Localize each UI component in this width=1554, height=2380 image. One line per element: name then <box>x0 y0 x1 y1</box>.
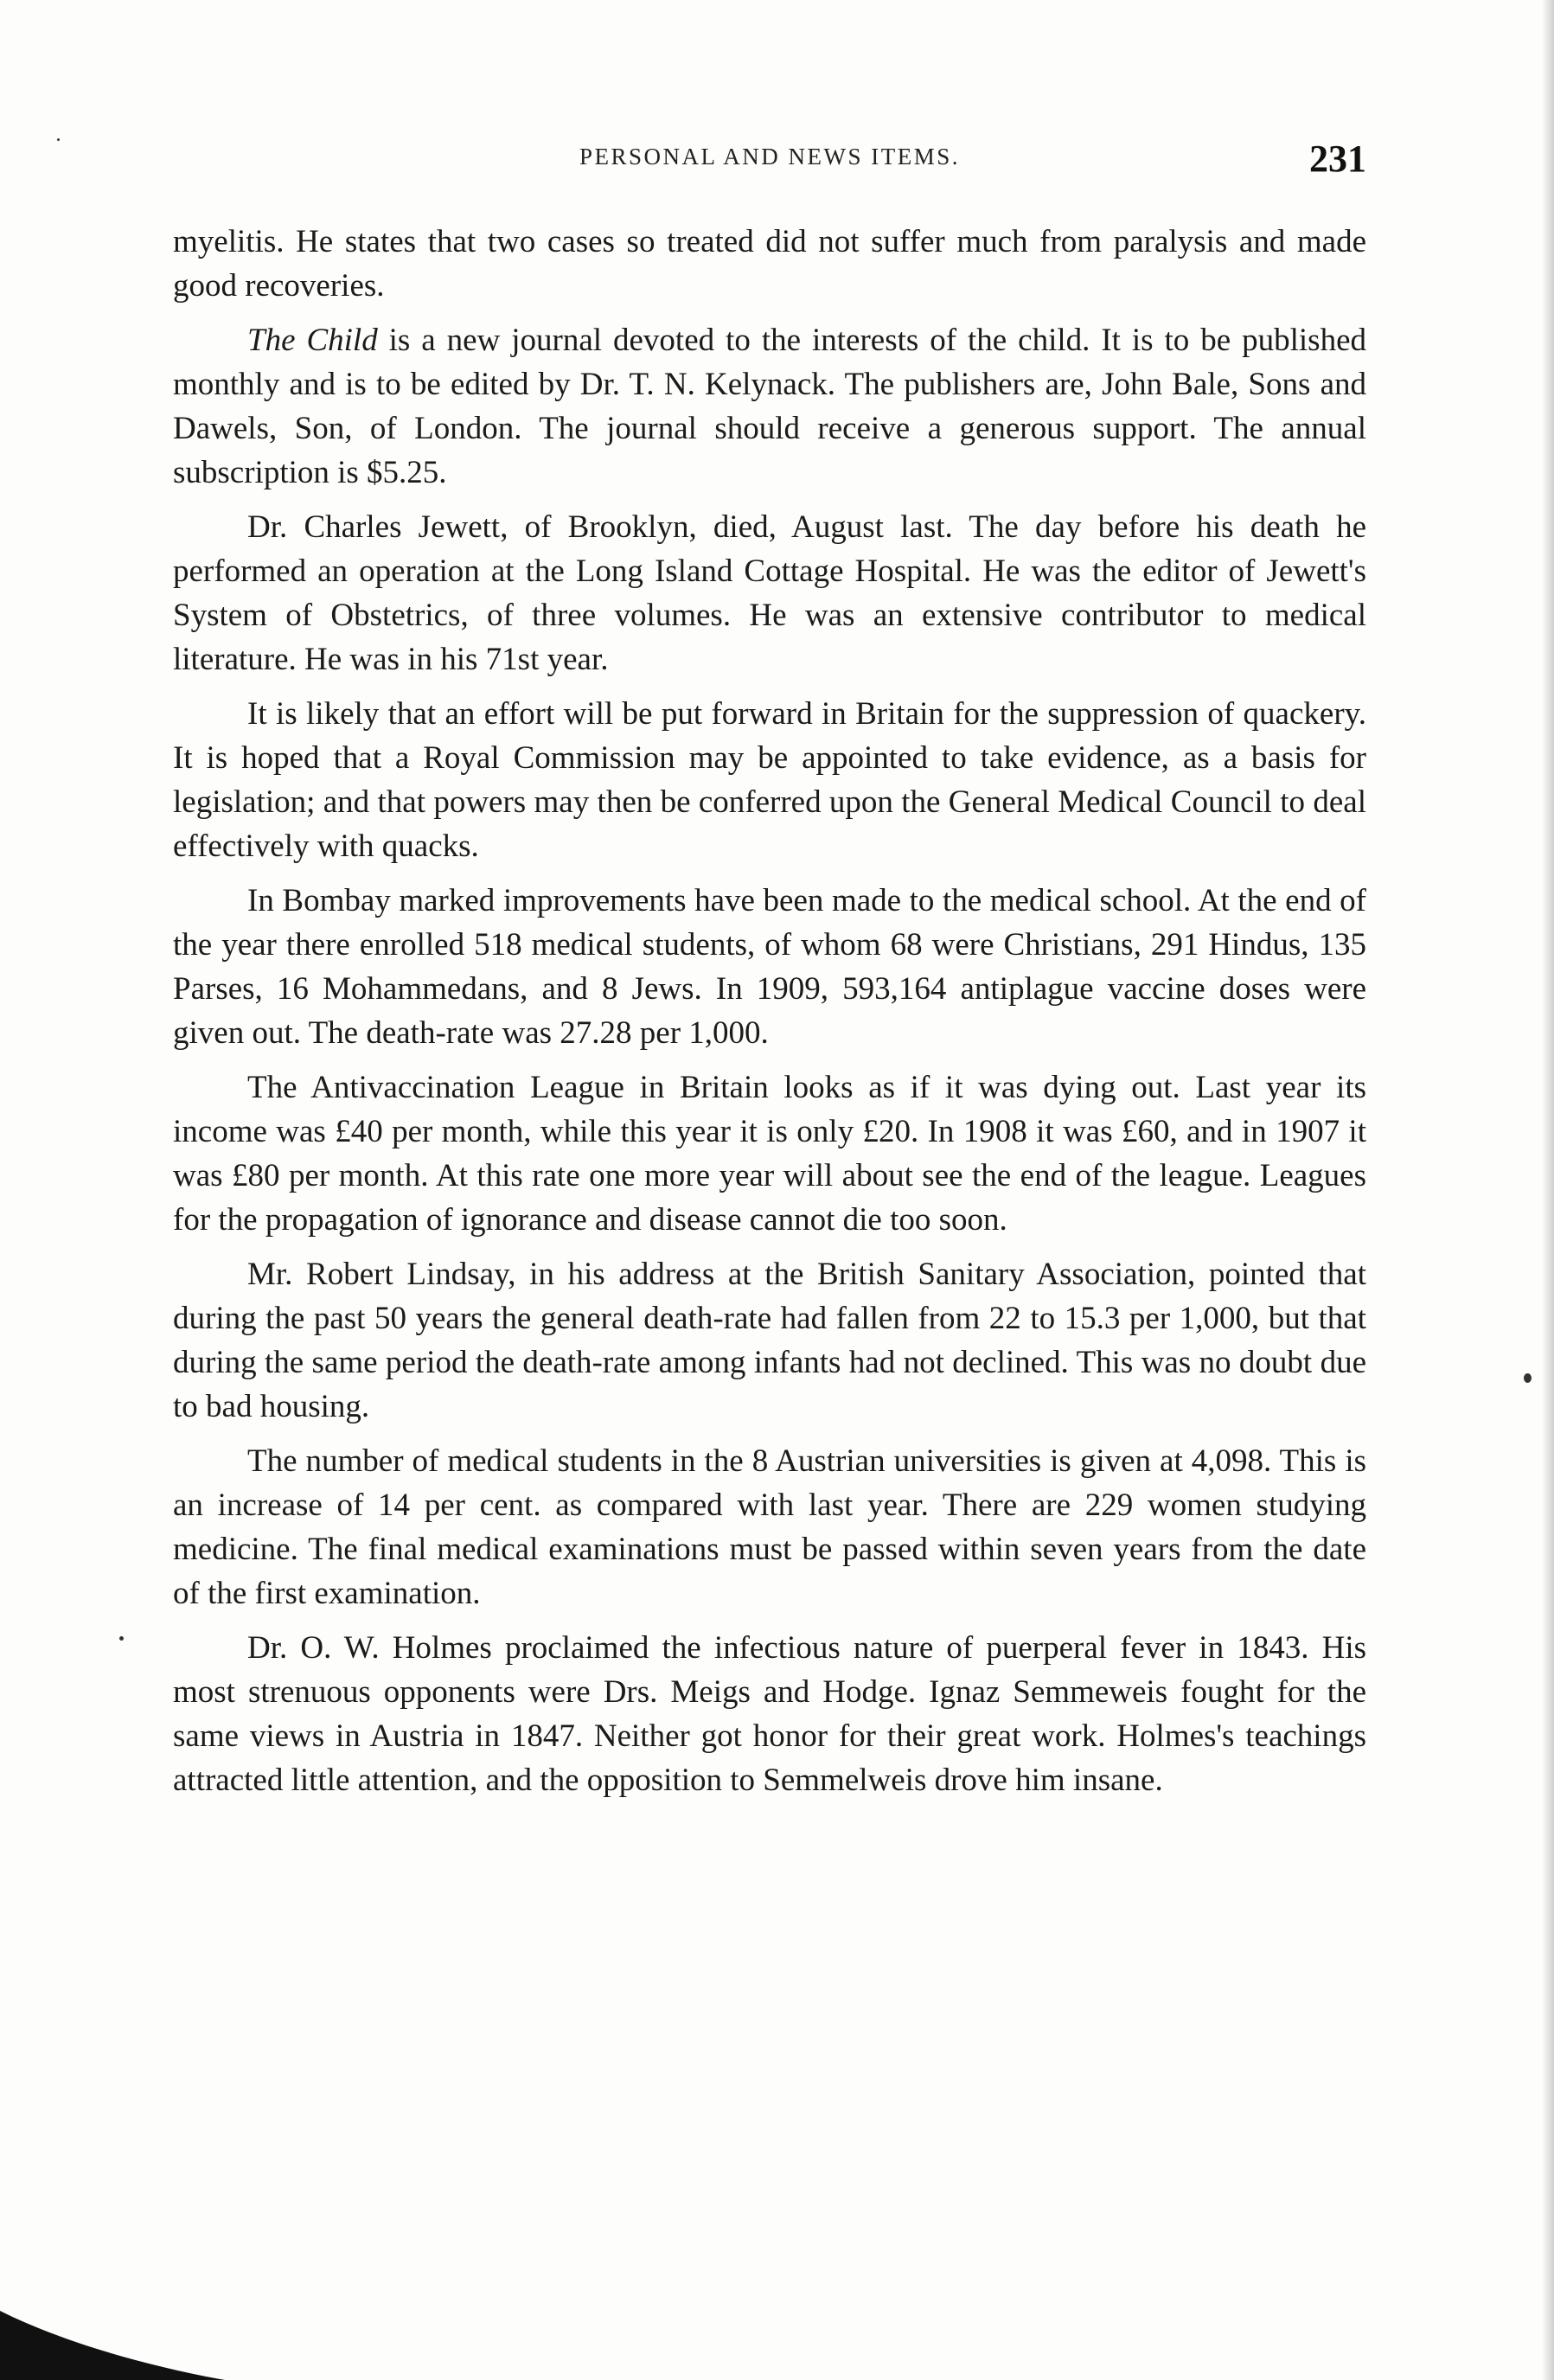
paragraph-myelitis-continuation: myelitis. He states that two cases so treated did not suffer much from paralysis and made good recoveries. <box>173 224 1366 304</box>
paragraph-antivaccination-league: The Antivaccination League in Britain looks as if it was dying out. Last year its income was £40 per month, while this year it is only £20. In 1908 it was £60, and in 1907 it was £80 per month. At this rate one more year will about see the end of the league. Leagues for the propagation of ignorance and disease cannot die too soon. <box>173 1070 1366 1238</box>
paragraph-charles-jewett: Dr. Charles Jewett, of Brooklyn, died, August last. The day before his death he performed an operation at the Long Island Cottage Hospital. He was the editor of Jewett's System of Obstetrics, of three volumes. He was an extensive contributor to medical literature. He was in his 71st year. <box>173 509 1366 677</box>
page-number: 231 <box>1309 138 1366 180</box>
paragraph-the-child-journal-text: is a new journal devoted to the interests of the child. It is to be published monthly and is to be edited by Dr. T. N. Kelynack. The publishers are, John Bale, Sons and Dawels, Son, of London. The journal should receive a generous support. The annual subscription is $5.25. <box>173 323 1366 490</box>
page-edge-shadow <box>1542 0 1554 2380</box>
paragraph-austrian-universities: The number of medical students in the 8 Austrian universities is given at 4,098. This is an increase of 14 per cent. as compared with last year. There are 229 women studying medicine. The final medical examinations must be passed within seven years from the date of the first examination. <box>173 1443 1366 1611</box>
running-head <box>173 137 1366 189</box>
scan-speck <box>57 138 60 141</box>
article-body <box>173 220 1366 1813</box>
paragraph-bombay: In Bombay marked improvements have been made to the medical school. At the end of the year there enrolled 518 medical students, of whom 68 were Christians, 291 Hindus, 135 Parses, 16 Mohammedans, and 8 Jews. In 1909, 593,164 antiplague vaccine doses were given out. The death-rate was 27.28 per 1,000. <box>173 883 1366 1051</box>
paragraph-the-child-journal <box>173 318 1366 495</box>
scan-speck <box>1524 1373 1532 1383</box>
paragraph-robert-lindsay: Mr. Robert Lindsay, in his address at the British Sanitary Association, pointed that during the past 50 years the general death-rate had fallen from 22 to 15.3 per 1,000, but that during the same period the death-rate among infants had not declined. This was no doubt due to bad housing. <box>173 1257 1366 1424</box>
journal-title-italic: The Child <box>247 323 378 358</box>
scan-speck <box>119 1636 124 1641</box>
page-corner-curl <box>0 2285 225 2380</box>
running-title: PERSONAL AND NEWS ITEMS. <box>579 144 961 170</box>
paragraph-quackery: It is likely that an effort will be put forward in Britain for the suppression of quackery. It is hoped that a Royal Commission may be appointed to take evidence, as a basis for legislation; and that powers may then be conferred upon the General Medical Council to deal effectively with quacks. <box>173 696 1366 864</box>
paragraph-holmes-semmelweis: Dr. O. W. Holmes proclaimed the infectious nature of puerperal fever in 1843. His most strenuous opponents were Drs. Meigs and Hodge. Ignaz Semmeweis fought for the same views in Austria in 1847. Neither got honor for their great work. Holmes's teachings attracted little attention, and the opposition to Semmelweis drove him insane. <box>173 1630 1366 1798</box>
